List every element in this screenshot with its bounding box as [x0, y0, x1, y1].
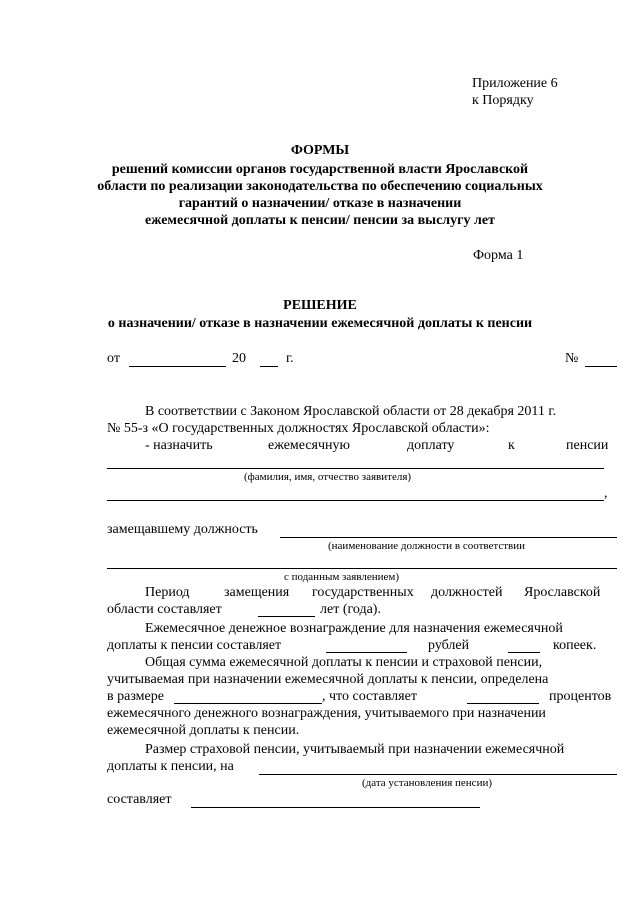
position-label: замещавшему должность — [107, 522, 258, 537]
total-line-3-end: процентов — [549, 689, 612, 704]
paragraph-law-line-1: В соответствии с Законом Ярославской области от 28 декабря 2011 г. — [145, 404, 557, 419]
forms-heading: ФОРМЫ — [290, 143, 350, 158]
total-line-3-start: в размере — [107, 689, 164, 704]
date-day-month-blank — [129, 366, 226, 367]
forms-title-line-3: гарантий о назначении/ отказе в назначении — [178, 196, 462, 211]
salary-kopecks-label: копеек. — [553, 638, 597, 653]
position-caption-1: (наименование должности в соответствии — [328, 540, 526, 552]
assign-word-4: к — [508, 438, 515, 453]
period-word-1: Период — [145, 585, 190, 600]
total-line-4: ежемесячного денежного вознаграждения, учитываемого при назначении — [107, 706, 546, 721]
salary-kopecks-blank — [508, 652, 540, 653]
forms-title-line-2: области по реализации законодательства по обеспечению социальных — [97, 179, 543, 194]
paragraph-law-line-2: № 55-з «О государственных должностях Ярославской области»: — [107, 421, 490, 436]
position-blank-2 — [107, 568, 617, 569]
assign-word-1: - назначить — [145, 438, 213, 453]
forms-title-line-1: решений комиссии органов государственной власти Ярославской — [111, 162, 529, 177]
decision-subtitle: о назначении/ отказе в назначении ежемесячной доплаты к пенсии — [107, 316, 533, 331]
period-line-2-end: лет (года). — [320, 602, 381, 617]
forms-title-line-4: ежемесячной доплаты к пенсии/ пенсии за выслугу лет — [145, 213, 495, 228]
salary-line-2-start: доплаты к пенсии составляет — [107, 638, 282, 653]
amount-label: составляет — [107, 792, 172, 807]
assign-word-5: пенсии — [566, 438, 609, 453]
position-caption-2: с поданным заявлением) — [284, 571, 400, 583]
assign-word-2: ежемесячную — [268, 438, 350, 453]
period-years-blank — [258, 616, 315, 617]
applicant-name-blank — [107, 468, 604, 469]
position-blank — [280, 537, 617, 538]
form-number: Форма 1 — [473, 248, 524, 263]
salary-line-1: Ежемесячное денежное вознаграждение для назначения ежемесячной — [145, 621, 563, 636]
applicant-name-blank-2 — [107, 500, 604, 501]
total-amount-blank — [174, 703, 322, 704]
total-line-1: Общая сумма ежемесячной доплаты к пенсии и страховой пенсии, — [145, 655, 543, 670]
period-word-3: государственных — [312, 585, 414, 600]
total-line-5: ежемесячной доплаты к пенсии. — [107, 723, 300, 738]
applicant-comma: , — [604, 486, 608, 501]
applicant-name-caption: (фамилия, имя, отчество заявителя) — [244, 471, 412, 483]
date-year-suffix: г. — [286, 351, 294, 366]
salary-rubles-label: рублей — [428, 638, 470, 653]
decision-heading: РЕШЕНИЕ — [283, 298, 357, 313]
period-line-2-start: области составляет — [107, 602, 222, 617]
date-from-label: от — [107, 351, 120, 366]
total-percent-blank — [467, 703, 539, 704]
appendix-line-2: к Порядку — [472, 93, 534, 108]
insurance-line-2: доплаты к пенсии, на — [107, 759, 234, 774]
period-word-4: должностей — [431, 585, 503, 600]
amount-blank — [191, 807, 480, 808]
period-word-2: замещения — [224, 585, 290, 600]
number-sign: № — [565, 351, 579, 366]
period-word-5: Ярославской — [524, 585, 601, 600]
insurance-line-1: Размер страховой пенсии, учитываемый при назначении ежемесячной — [145, 742, 565, 757]
date-year-prefix: 20 — [232, 351, 246, 366]
total-line-3-middle: , что составляет — [322, 689, 417, 704]
assign-word-3: доплату — [407, 438, 455, 453]
insurance-date-blank — [259, 774, 617, 775]
insurance-date-caption: (дата установления пенсии) — [362, 777, 493, 789]
date-year-blank — [260, 366, 278, 367]
appendix-line-1: Приложение 6 — [472, 76, 558, 91]
total-line-2: учитываемая при назначении ежемесячной доплаты к пенсии, определена — [107, 672, 549, 687]
salary-rubles-blank — [326, 652, 407, 653]
number-blank — [585, 366, 617, 367]
